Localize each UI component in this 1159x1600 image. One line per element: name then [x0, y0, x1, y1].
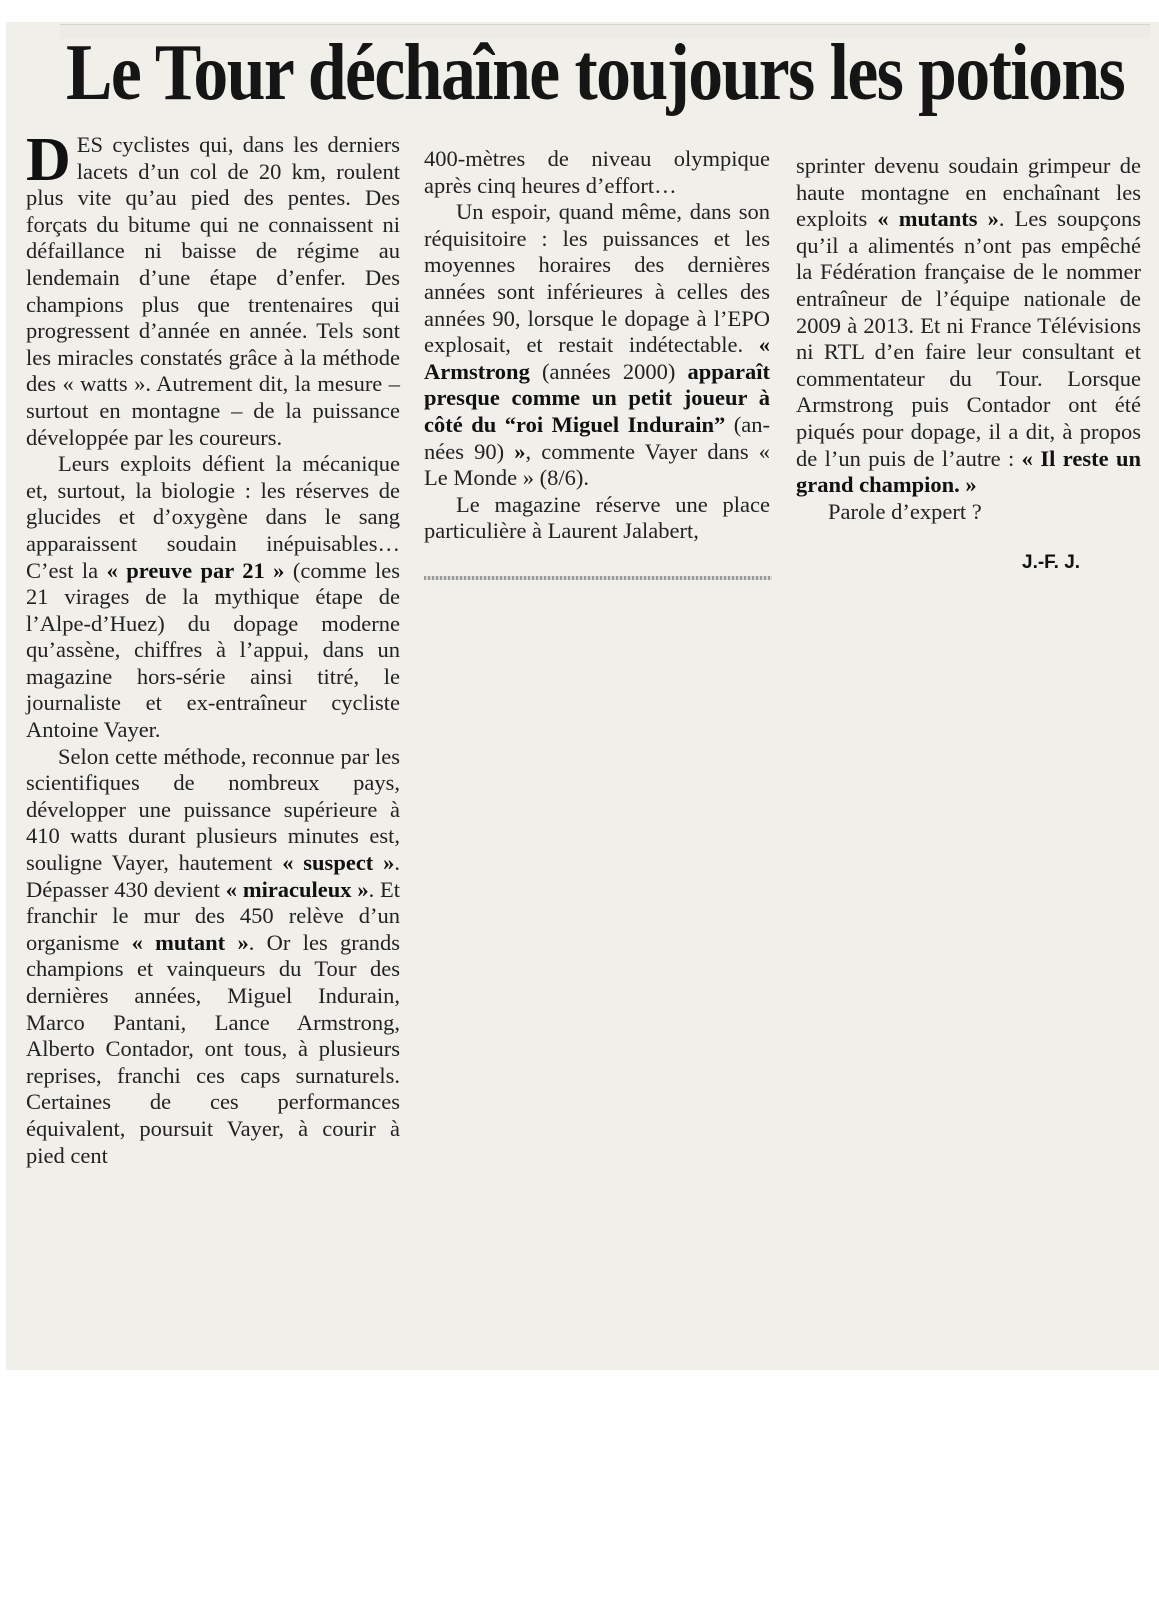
emphasis: « mutant »: [131, 929, 249, 955]
paragraph: [424, 199, 770, 492]
paragraph-text: . Et franchir le mur des 450 relève d’un organisme: [26, 876, 400, 955]
paragraph: [796, 153, 1141, 499]
article-byline: J.-F. J.: [1022, 552, 1081, 573]
emphasis: « Armstrong: [424, 332, 770, 384]
article-headline: Le Tour déchaîne toujours les potions: [66, 27, 1125, 117]
column-divider-rule: [424, 576, 772, 580]
paragraph-text: Leurs exploits défient la mécanique et, surtout, la biologie : les réserves de glucides et d’oxygène dans le sang apparaissent soudain inépuisables… C’est la: [26, 451, 400, 583]
paragraph: [424, 492, 770, 545]
emphasis: apparaît presque comme un petit joueur à côté du “roi Miguel Indurain”: [424, 358, 770, 437]
paragraph-text: (comme les 21 virages de la mythique étape de l’Alpe-d’Huez) du dopage moderne qu’assène, chiffres à l’appui, dans un magazine hors-série ainsi titré, le journaliste et ex-entraîneur cycliste Antoine Vayer.: [26, 557, 400, 743]
article-column-3: [796, 153, 1141, 525]
emphasis: « preuve par 21 »: [106, 557, 285, 583]
paragraph-text: Parole d’expert ?: [828, 498, 982, 524]
paragraph-text: Selon cette méthode, reconnue par les scientifiques de nombreux pays, développer une puissance supérieure à 410 watts durant plusieurs minutes est, souligne Vayer, hautement: [26, 743, 400, 876]
paragraph: [26, 451, 400, 744]
emphasis: »: [514, 438, 526, 464]
article-column-2: [424, 146, 770, 545]
paragraph-text: ES cyclistes qui, dans les derniers lacets d’un col de 20 km, roulent plus vite qu’au pied des pentes. Des forçats du bitume qui ne connaissent ni défaillance ni baisse de régime au lendemain d’une étape d’enfer. Des champions plus que trentenaires qui progressent d’année en année. Tels sont les miracles constatés grâce à la méthode des « watts ». Autrement dit, la mesure – surtout en montagne – de la puissance développée par les coureurs.: [26, 132, 400, 450]
drop-cap: D: [26, 126, 71, 194]
paragraph-text: 400-mètres de niveau olympique après cinq heures d’effort…: [424, 146, 770, 198]
emphasis: « miraculeux »: [225, 876, 369, 902]
paragraph-text: . Or les grands champions et vainqueurs du Tour des dernières années, Miguel Indurain, Marco Pantani, Lance Armstrong, Alberto Contador, ont tous, à plusieurs reprises, franchi ces caps surnaturels. Certaines de ces performances équivalent, poursuit Vayer, à courir à pied cent: [26, 929, 400, 1168]
paragraph-text: (années 90): [424, 411, 770, 464]
paragraph-text: Un espoir, quand même, dans son réquisitoire : les puissances et les moyennes horaires des dernières années sont inférieures à celles des années 90, lorsque le dopage à l’EPO explosait, et restait indétectable.: [424, 199, 770, 358]
paragraph: [796, 499, 1141, 526]
paragraph-text: . Dépasser 430 devient: [26, 850, 400, 902]
paragraph: [26, 126, 400, 451]
paragraph-text: Le magazine réserve une place particulière à Laurent Jalabert,: [424, 491, 770, 544]
emphasis: « suspect »: [282, 850, 395, 876]
emphasis: « mutants »: [877, 206, 999, 232]
paragraph: [424, 146, 770, 199]
paragraph: [26, 744, 400, 1170]
paragraph-text: sprinter devenu soudain grimpeur de haute montagne en enchaînant les exploits: [796, 153, 1141, 232]
emphasis: « Il reste un grand champion. »: [796, 445, 1141, 498]
article-column-1: [26, 126, 400, 1169]
paragraph-text: , commente Vayer dans « Le Monde » (8/6).: [424, 438, 770, 491]
paragraph-text: . Les soupçons qu’il a alimentés n’ont pas empêché la Fédération française de le nommer entraîneur de l’équipe nationale de 2009 à 2013. Et ni France Télévisions ni RTL d’en faire leur consultant et commentateur du Tour. Lorsque Armstrong puis Contador ont été piqués pour dopage, il a dit, à propos de l’un puis de l’autre :: [796, 206, 1141, 471]
paragraph-text: (années 2000): [529, 358, 688, 384]
